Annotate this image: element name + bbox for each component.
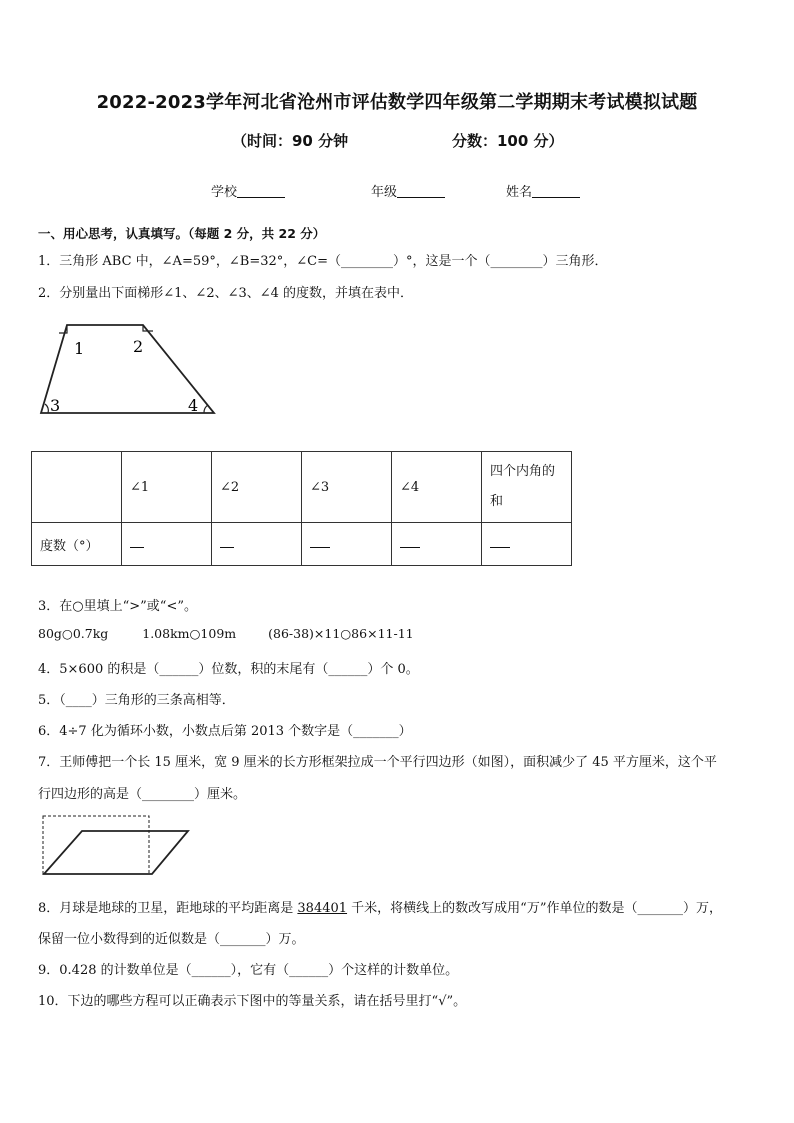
angle-label-1: 1: [74, 339, 85, 358]
header-angle-sum: [482, 452, 572, 523]
q3-item-2: 1.08km○109m: [142, 626, 237, 641]
exam-title: 2022-2023学年河北省沧州市评估数学四年级第二学期期末考试模拟试题: [96, 92, 698, 113]
grade-label: 年级: [371, 185, 398, 200]
question-7-line1: 7．王师傅把一个长 15 厘米，宽 9 厘米的长方形框架拉成一个平行四边形（如图），面积减少了 45 平方厘米，这个平: [38, 755, 717, 770]
answer-angle-3[interactable]: [302, 523, 392, 566]
question-9: 9．0.428 的计数单位是（______），它有（______）个这样的计数单位。: [38, 963, 459, 978]
q3-item-1: 80g○0.7kg: [38, 626, 109, 641]
name-field: [506, 181, 580, 200]
angle-label-2: 2: [133, 337, 144, 356]
angle-label-4: 4: [188, 396, 199, 415]
question-6: 6．4÷7 化为循环小数，小数点后第 2013 个数字是（_______）: [38, 724, 412, 739]
row-label-degree: 度数（°）: [32, 523, 122, 566]
question-2: 2．分别量出下面梯形∠1、∠2、∠3、∠4 的度数，并填在表中．: [38, 286, 414, 301]
school-field: [211, 181, 285, 200]
answer-angle-sum[interactable]: [482, 523, 572, 566]
grade-blank: [397, 184, 445, 198]
header-angle-3: ∠3: [302, 452, 392, 523]
answer-angle-2[interactable]: [212, 523, 302, 566]
school-label: 学校: [211, 185, 238, 200]
section-heading: 一、用心思考，认真填写。（每题 2 分，共 22 分）: [38, 226, 326, 241]
question-3: 3．在○里填上“>”或“<”。: [38, 599, 197, 614]
answer-angle-4[interactable]: [392, 523, 482, 566]
table-degree-row: [32, 523, 572, 566]
question-3-items: [38, 626, 414, 641]
question-4: 4．5×600 的积是（______）位数，积的末尾有（______）个 0。: [38, 662, 419, 677]
answer-angle-1[interactable]: [122, 523, 212, 566]
question-8-line1: [38, 897, 722, 916]
exam-score: 分数：100 分）: [452, 132, 564, 150]
question-1: 1．三角形 ABC 中，∠A=59°，∠B=32°，∠C=（________）°，这是一个（________）三角形．: [38, 254, 608, 269]
name-blank: [532, 184, 580, 198]
header-sum-line1: 四个内角的: [490, 464, 556, 479]
question-7-line2: 行四边形的高是（________）厘米。: [38, 787, 247, 802]
table-corner-cell: [32, 452, 122, 523]
q8-underlined-number: 384401: [297, 901, 348, 916]
q8-text-a: 8．月球是地球的卫星，距地球的平均距离是: [38, 901, 298, 916]
name-label: 姓名: [506, 185, 533, 200]
question-10: 10．下边的哪些方程可以正确表示下图中的等量关系，请在括号里打“√”。: [38, 994, 467, 1009]
question-5: 5．（____）三角形的三条高相等．: [38, 693, 235, 708]
exam-time: （时间：90 分钟: [232, 132, 349, 150]
table-header-row: [32, 452, 572, 523]
parallelogram-figure: [40, 814, 192, 878]
q3-item-3: (86-38)×11○86×11-11: [268, 626, 414, 641]
trapezoid-figure: [36, 318, 222, 420]
school-blank: [237, 184, 285, 198]
grade-field: [371, 181, 445, 200]
header-angle-4: ∠4: [392, 452, 482, 523]
header-angle-1: ∠1: [122, 452, 212, 523]
header-sum-line2: 和: [490, 494, 504, 509]
q8-text-b: 千米，将横线上的数改写成用“万”作单位的数是（_______）万，: [347, 901, 722, 916]
angle-table: [31, 451, 572, 566]
question-8-line2: 保留一位小数得到的近似数是（_______）万。: [38, 932, 305, 947]
header-angle-2: ∠2: [212, 452, 302, 523]
angle-label-3: 3: [50, 396, 61, 415]
